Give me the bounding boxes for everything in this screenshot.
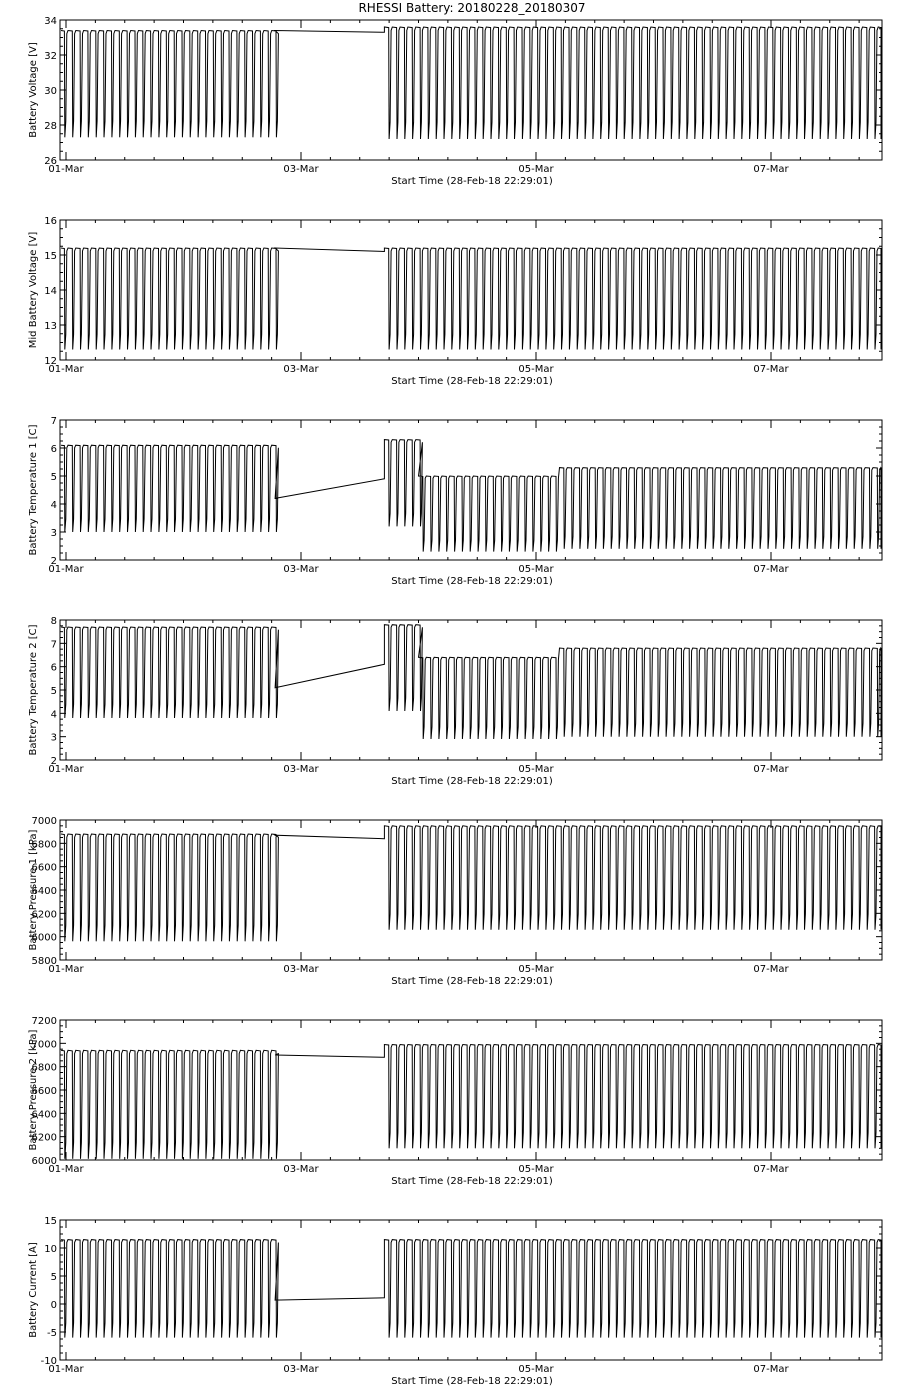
y-tick-label: 6400 [31, 886, 57, 897]
y-tick-label: 6600 [31, 1086, 57, 1097]
x-tick-label: 07-Mar [753, 764, 789, 775]
y-tick-label: -10 [40, 1356, 57, 1367]
y-tick-label: 6600 [31, 862, 57, 874]
y-axis-label: Battery Pressure 2 [kPa] [28, 1029, 39, 1151]
y-axis-label: Battery Current [A] [28, 1242, 39, 1338]
x-tick-label: 01-Mar [48, 764, 84, 775]
x-axis-label: Start Time (28-Feb-18 22:29:01) [391, 976, 553, 987]
x-tick-label: 01-Mar [48, 164, 84, 175]
y-tick-label: 4 [50, 500, 57, 511]
y-tick-label: 6800 [31, 839, 57, 851]
y-tick-label: 5 [50, 686, 57, 697]
y-axis-label: Mid Battery Voltage [V] [28, 231, 39, 349]
figure-title: RHESSI Battery: 20180228_20180307 [358, 1, 586, 15]
y-axis-label: Battery Temperature 2 [C] [28, 624, 39, 756]
y-axis-label: Battery Voltage [V] [28, 42, 39, 138]
y-tick-label: 6800 [31, 1062, 57, 1074]
x-tick-label: 03-Mar [283, 364, 319, 375]
x-tick-label: 03-Mar [283, 964, 319, 975]
y-tick-label: 5 [50, 1272, 57, 1283]
panel-4 [28, 616, 882, 787]
x-tick-label: 03-Mar [283, 764, 319, 775]
y-tick-label: 12 [44, 356, 57, 367]
x-tick-label: 01-Mar [48, 1164, 84, 1175]
x-tick-label: 05-Mar [518, 1164, 554, 1175]
panel-1 [28, 16, 882, 187]
y-axis-label: Battery Temperature 1 [C] [28, 424, 39, 556]
y-tick-label: 7000 [31, 816, 57, 827]
y-tick-label: 6200 [31, 909, 57, 921]
y-tick-label: 7000 [31, 1039, 57, 1051]
x-tick-label: 05-Mar [518, 1364, 554, 1375]
x-tick-label: 07-Mar [753, 964, 789, 975]
y-tick-label: 6200 [31, 1132, 57, 1144]
panel-3 [28, 416, 882, 587]
y-tick-label: 16 [44, 216, 57, 227]
x-axis-label: Start Time (28-Feb-18 22:29:01) [391, 776, 553, 787]
data-series-line [61, 440, 881, 552]
x-tick-label: 05-Mar [518, 764, 554, 775]
y-tick-label: 6 [50, 444, 57, 455]
y-tick-label: 28 [44, 121, 57, 132]
y-tick-label: 5800 [31, 956, 57, 967]
y-tick-label: 15 [44, 1216, 57, 1227]
panel-6 [28, 1016, 882, 1187]
x-tick-label: 05-Mar [518, 964, 554, 975]
y-tick-label: 2 [50, 556, 57, 567]
x-axis-label: Start Time (28-Feb-18 22:29:01) [391, 1176, 553, 1187]
data-series-line [61, 625, 881, 739]
y-tick-label: 7200 [31, 1016, 57, 1027]
y-tick-label: 32 [44, 51, 57, 62]
x-tick-label: 07-Mar [753, 1364, 789, 1375]
y-tick-label: 26 [44, 156, 57, 167]
y-tick-label: 0 [50, 1300, 57, 1311]
y-tick-label: 3 [50, 732, 57, 744]
y-tick-label: 34 [44, 16, 57, 27]
x-axis-label: Start Time (28-Feb-18 22:29:01) [391, 176, 553, 187]
x-axis-label: Start Time (28-Feb-18 22:29:01) [391, 1376, 553, 1387]
y-tick-label: 14 [44, 286, 57, 297]
x-tick-label: 01-Mar [48, 364, 84, 375]
y-tick-label: 10 [44, 1244, 57, 1255]
y-tick-label: -5 [47, 1328, 57, 1339]
panel-5 [28, 816, 882, 987]
y-tick-label: 5 [50, 472, 57, 483]
x-tick-label: 03-Mar [283, 564, 319, 575]
x-tick-label: 03-Mar [283, 164, 319, 175]
y-tick-label: 7 [50, 639, 57, 651]
data-series-line [61, 27, 881, 139]
x-axis-label: Start Time (28-Feb-18 22:29:01) [391, 576, 553, 587]
data-series-line [61, 1045, 881, 1159]
data-series-line [61, 248, 881, 350]
x-tick-label: 05-Mar [518, 564, 554, 575]
x-tick-label: 01-Mar [48, 564, 84, 575]
panel-7 [28, 1216, 882, 1387]
x-axis-label: Start Time (28-Feb-18 22:29:01) [391, 376, 553, 387]
x-tick-label: 07-Mar [753, 364, 789, 375]
y-axis-label: Battery Pressure 1 [kPa] [28, 829, 39, 951]
y-tick-label: 3 [50, 528, 57, 539]
y-tick-label: 15 [44, 251, 57, 262]
x-tick-label: 03-Mar [283, 1364, 319, 1375]
y-tick-label: 8 [50, 616, 57, 627]
y-tick-label: 2 [50, 756, 57, 767]
x-tick-label: 03-Mar [283, 1164, 319, 1175]
panel-2 [28, 216, 882, 387]
x-tick-label: 07-Mar [753, 164, 789, 175]
x-tick-label: 01-Mar [48, 964, 84, 975]
x-tick-label: 05-Mar [518, 364, 554, 375]
x-tick-label: 07-Mar [753, 564, 789, 575]
data-series-line [61, 826, 881, 942]
x-tick-label: 01-Mar [48, 1364, 84, 1375]
y-tick-label: 13 [44, 321, 57, 332]
x-tick-label: 05-Mar [518, 164, 554, 175]
x-tick-label: 07-Mar [753, 1164, 789, 1175]
y-tick-label: 6000 [31, 1156, 57, 1167]
y-tick-label: 6000 [31, 932, 57, 944]
y-tick-label: 6 [50, 662, 57, 674]
y-tick-label: 7 [50, 416, 57, 427]
data-series-line [61, 1240, 881, 1338]
y-tick-label: 6400 [31, 1109, 57, 1121]
y-tick-label: 30 [44, 86, 57, 97]
y-tick-label: 4 [50, 709, 57, 721]
